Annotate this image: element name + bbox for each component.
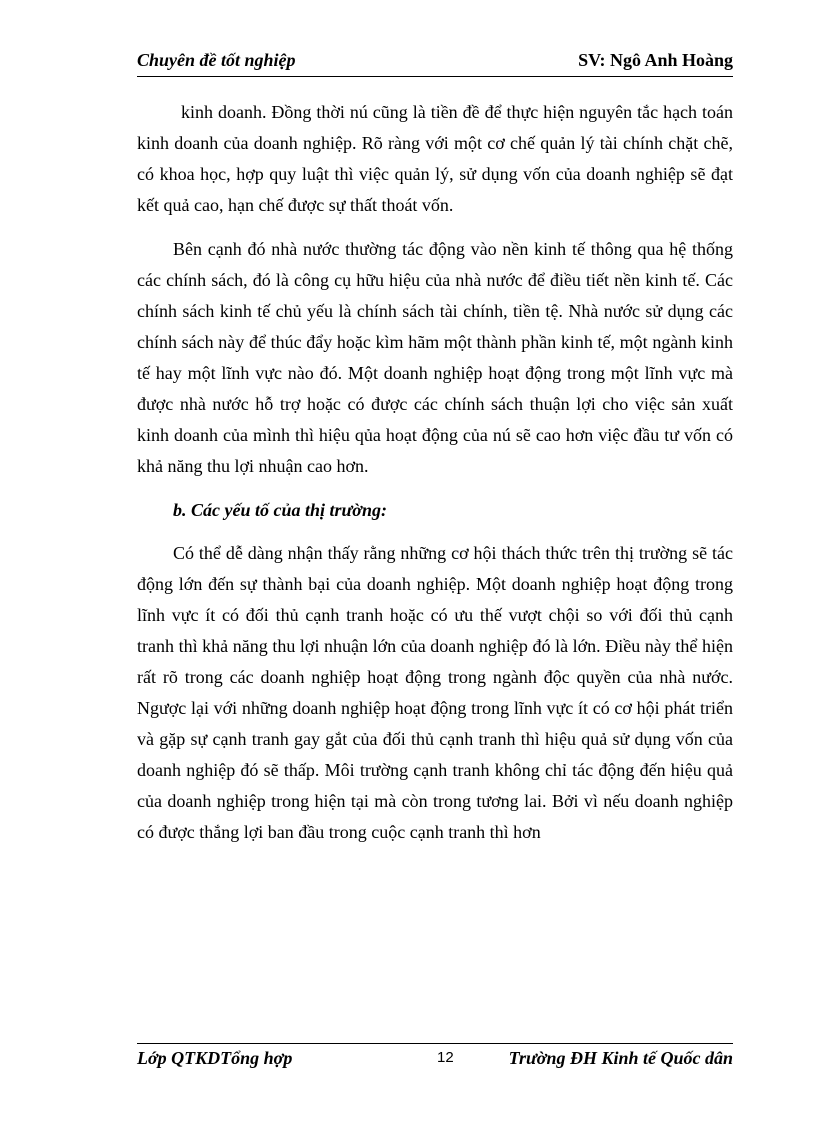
paragraph-3: Có thể dễ dàng nhận thấy rằng những cơ hội thách thức trên thị trường sẽ tác động lớn đến sự thành bại của doanh nghiệp. Một doanh nghiệp hoạt động trong lĩnh vực ít có đối thủ cạnh tranh hoặc có ưu thế vượt chội so với đối thủ cạnh tranh thì khả năng thu lợi nhuận lớn của doanh nghiệp đó là lớn. Điều này thể hiện rất rõ trong các doanh nghiệp hoạt động trong ngành độc quyền của nhà nước. Ngược lại với những doanh nghiệp hoạt động trong lĩnh vực ít có cơ hội phát triển và gặp sự cạnh tranh gay gắt của đối thủ cạnh tranh thì hiệu quả sử dụng vốn của doanh nghiệp đó sẽ thấp. Môi trường cạnh tranh không chỉ tác động đến hiệu quả của doanh nghiệp trong hiện tại mà còn trong tương lai. Bởi vì nếu doanh nghiệp có được thắng lợi ban đầu trong cuộc cạnh tranh thì hơn: [137, 543, 733, 842]
page-number: 12: [437, 1049, 454, 1066]
footer-class: Lớp QTKDTổng hợp: [137, 1048, 293, 1068]
paragraph-2: Bên cạnh đó nhà nước thường tác động vào nền kinh tế thông qua hệ thống các chính sách, đó là công cụ hữu hiệu của nhà nước để điều tiết nền kinh tế. Các chính sách kinh tế chủ yếu là chính sách tài chính, tiền tệ. Nhà nước sử dụng các chính sách này để thúc đẩy hoặc kìm hãm một thành phần kinh tế, một ngành kinh tế hay một lĩnh vực nào đó. Một doanh nghiệp hoạt động trong một lĩnh vực mà được nhà nước hỗ trợ hoặc có được các chính sách thuận lợi cho việc sản xuất kinh doanh của mình thì hiệu qủa hoạt động của nú sẽ cao hơn việc đầu tư vốn có khả năng thu lợi nhuận cao hơn.: [137, 239, 733, 476]
paragraph-1: kinh doanh. Đồng thời nú cũng là tiền đề để thực hiện nguyên tắc hạch toán kinh doanh của doanh nghiệp. Rõ ràng với một cơ chế quản lý tài chính chặt chẽ, có khoa học, hợp quy luật thì việc quản lý, sử dụng vốn của doanh nghiệp sẽ đạt kết quả cao, hạn chế được sự thất thoát vốn.: [137, 102, 733, 215]
footer-university: Trường ĐH Kinh tế Quốc dân: [508, 1048, 733, 1068]
header-author: SV: Ngô Anh Hoàng: [578, 50, 733, 70]
header-title: Chuyên đề tốt nghiệp: [137, 50, 296, 70]
section-heading: b. Các yếu tố của thị trường:: [173, 500, 387, 520]
body-text: [137, 97, 733, 861]
page-header: [137, 48, 733, 77]
page-footer: [137, 1043, 733, 1074]
